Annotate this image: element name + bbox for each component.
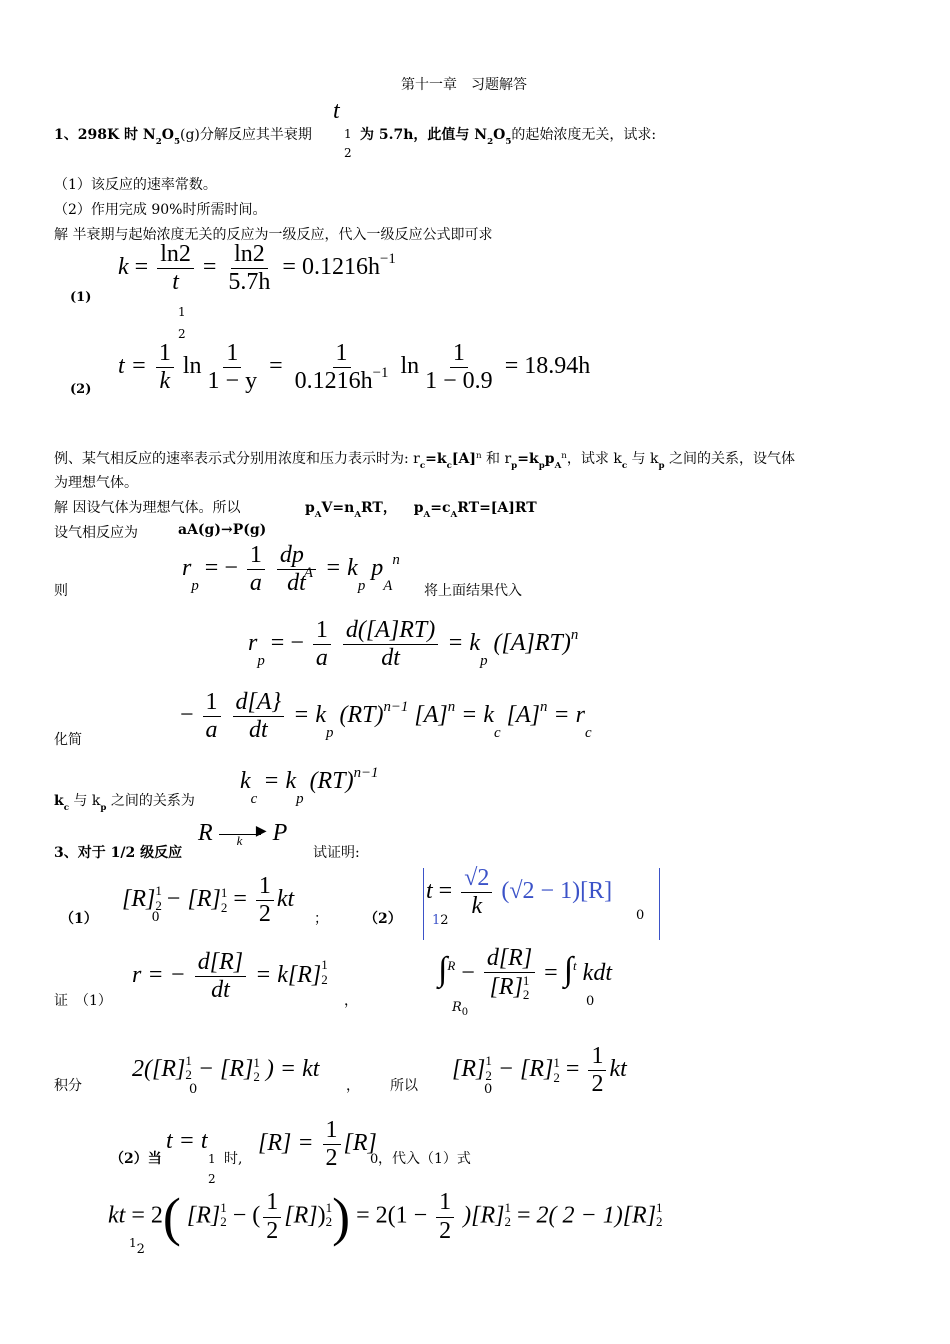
- eq1-number: (1): [70, 290, 92, 305]
- final-equation: kt = 2( [R] 1 2 − ( $\frac{1}{2}$ [R]) 1 2 ) = 2(1 − $\frac{1}{2}$ )[R] 1 2 = 2( 2 − 1)[R] 1 2: [108, 1187, 663, 1247]
- result-sub: 0: [484, 1082, 493, 1097]
- example-solution: 解 因设气体为理想气体。所以: [54, 500, 241, 516]
- rate-comma: ，: [344, 993, 358, 1009]
- integrated-equation: 2([R] 1 2 − [R] 1 2 ) = kt: [132, 1053, 320, 1085]
- q1-solution: 解 半衰期与起始浓度无关的反应为一级反应，代入一级反应公式即可求: [54, 227, 493, 243]
- eq1-half-num: 1: [178, 305, 186, 319]
- example-line2: 为理想气体。: [54, 475, 138, 491]
- example-line1: 例、某气相反应的速率表示式分别用浓度和压力表示时为: $r_c=k_c[A]^n$ 和 $r_p=k_pp_A^n$，试求 $k_c$ 与 $k_p$ 之间的关系，设气体: [54, 451, 796, 471]
- final-kt-half: 12: [129, 1236, 145, 1257]
- q3-semicolon: ；: [314, 911, 328, 927]
- when-half-den: 2: [208, 1172, 216, 1186]
- simplify-label: 化简: [54, 732, 82, 748]
- q1-half-life-den: 2: [344, 146, 352, 160]
- q1-half-life-t: t: [333, 98, 340, 124]
- eq1-half-den: 2: [178, 327, 186, 341]
- proof-label: 证 （1）: [54, 993, 112, 1009]
- equation-rp-substituted: $r_p$ = − $\frac{1}{a}$ $\frac{d([A]RT)}{dt}$ = $k_p$ $([A]RT)^n$: [248, 617, 579, 672]
- q3-reaction: R ▶ k P: [198, 820, 288, 849]
- q3-part2-half: 12: [432, 913, 449, 928]
- page-title: 第十一章 习题解答: [401, 77, 527, 93]
- q3-part2-number: （2）: [364, 911, 402, 927]
- equation-simplified: − $\frac{1}{a}$ $\frac{d[A\}}{dt}$ = $k_p$ (RT)$^{n-1}$ $[A]^n = k_c$ $[A]^n = r_c$: [180, 689, 592, 744]
- substitute-into: ，代入（1）式: [378, 1151, 471, 1167]
- scan-margin-left: [423, 868, 424, 940]
- scan-margin-right: [659, 868, 660, 940]
- when-t: t = t: [166, 1128, 208, 1154]
- integrated-comma: ，: [346, 1078, 360, 1094]
- ideal-gas-eq: $p_AV=n_ART$， $p_A=c_ART=[A]RT$: [305, 500, 537, 520]
- when-half-num: 1: [208, 1152, 216, 1166]
- integrate-label: 积分: [54, 1078, 82, 1094]
- equation-kc-kp: $k_c = k_p$ (RT)$^{n-1}$: [240, 764, 379, 807]
- when-label: （2）当: [110, 1151, 162, 1167]
- rate-equation: r = − $\frac{d[R]}{dt}$ = k[R] 1 2: [132, 949, 328, 1004]
- when-sub: 0: [370, 1152, 379, 1167]
- so-label: 所以: [390, 1078, 418, 1094]
- q3-part2-equation: t = $\frac{√2}{k}$ (√2 − 1)[R]: [426, 865, 613, 920]
- q1-req2: （2）作用完成 90%时所需时间。: [54, 202, 267, 218]
- equation-rp: $r_p$ = − $\frac{1}{a}$ $\frac{dp_A}{dt}$ = $k_p$ $p_A^n$: [182, 542, 400, 597]
- q1-half-life-num: 1: [344, 127, 352, 141]
- relation-label: $k_c$ 与 $k_p$ 之间的关系为: [54, 793, 195, 813]
- q3-part2-sub: 0: [636, 908, 645, 923]
- equation-k: k = $\frac{\ln 2}{t}$ = $\frac{\ln 2}{5.7h}$ = $0.1216h^{-1}$: [118, 241, 396, 296]
- result-equation: [R] 1 2 − [R] 1 2 = $\frac{1}{2}$ kt: [452, 1043, 627, 1098]
- q3-label: 3、对于 1/2 级反应: [54, 845, 183, 861]
- q1-statement-tail: 为 5.7h，此值与 $N_2O_5$的起始浓度无关，试求:: [360, 127, 657, 147]
- reaction-formula: aA(g)→P(g): [178, 522, 267, 538]
- then-label: 则: [54, 583, 68, 599]
- integrated-sub: 0: [189, 1082, 198, 1097]
- when-time: 时,: [224, 1151, 243, 1167]
- integral-lower-limit: $R_0$: [452, 1000, 469, 1018]
- reaction-setup: 设气相反应为: [54, 525, 138, 541]
- integral-equation: ∫$^R$ − d[R] [R] 1 2 = ∫$^t$ kdt: [438, 945, 612, 1003]
- q3-prove: 试证明:: [313, 845, 360, 861]
- q1-req1: （1）该反应的速率常数。: [54, 177, 217, 193]
- q1-statement: 1、298K 时 $N_2O_5(g)$分解反应其半衰期: [54, 127, 312, 147]
- eq2-number: (2): [70, 382, 92, 397]
- substitute-note: 将上面结果代入: [424, 583, 522, 599]
- q3-part1-equation: [R] 1 2 $_0$ − [R] 1 2 = $\frac{1}{2}$ kt: [122, 873, 295, 928]
- when-equation: [R] = $\frac{1}{2}$ [R]: [258, 1117, 377, 1172]
- q3-part1-number: （1）: [60, 911, 98, 927]
- equation-t: t = $\frac{1}{k}$ ln $\frac{1}{1 - y}$ = $\frac{1}{0.1216h^{-1}}$ ln $\frac{1}{1 - 0.9}$ = 18.94h: [118, 340, 591, 395]
- integral-lower-limit-2: 0: [586, 994, 595, 1009]
